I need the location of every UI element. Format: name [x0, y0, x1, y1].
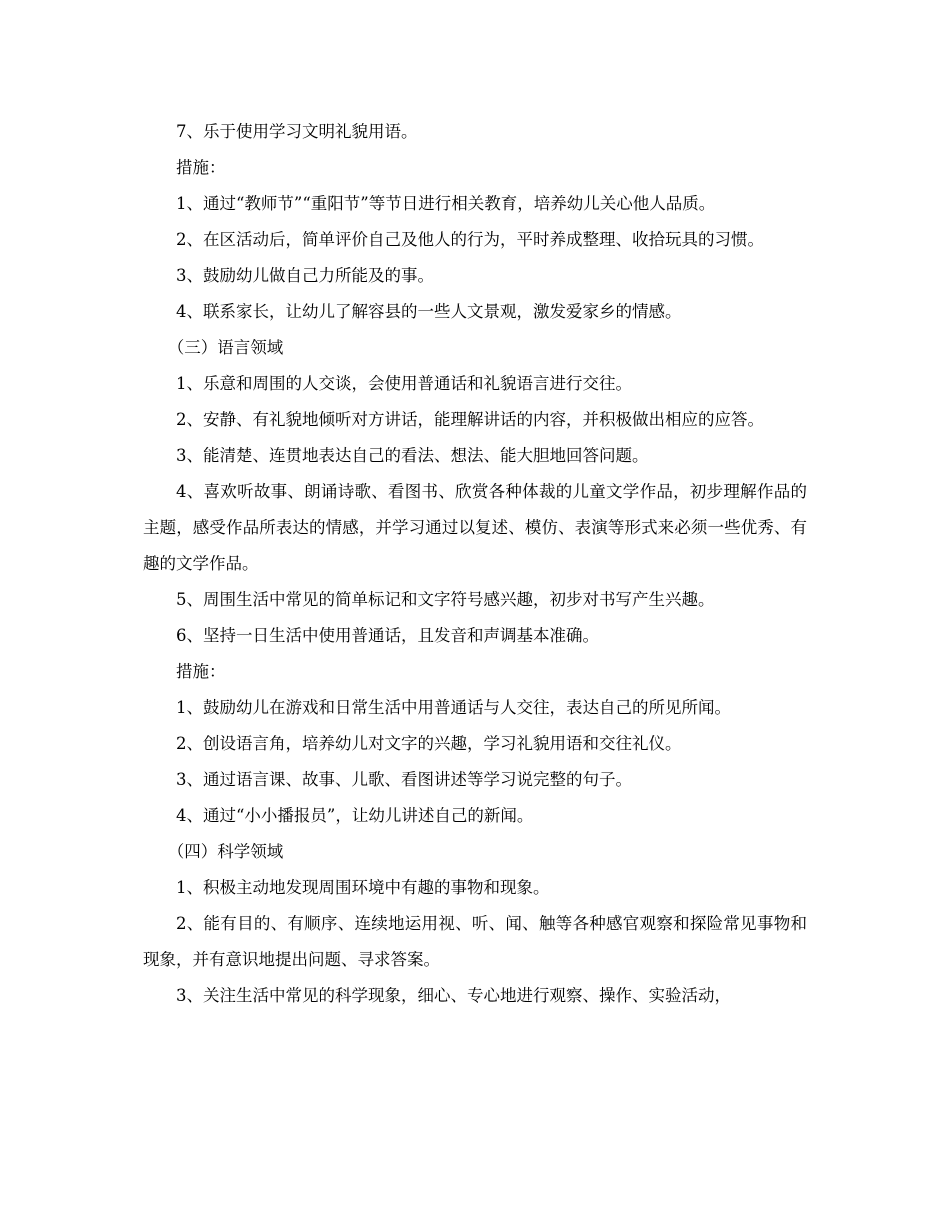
- paragraph: 1、积极主动地发现周围环境中有趣的事物和现象。: [176, 878, 550, 897]
- paragraph: 3、能清楚、连贯地表达自己的看法、想法、能大胆地回答问题。: [176, 446, 649, 465]
- paragraph: 1、通过“教师节”“重阳节”等节日进行相关教育，培养幼儿关心他人品质。: [176, 194, 716, 213]
- document-body: [143, 114, 807, 1014]
- paragraph: 1、乐意和周围的人交谈，会使用普通话和礼貌语言进行交往。: [176, 374, 632, 393]
- paragraph: 2、能有目的、有顺序、连续地运用视、听、闻、触等各种感官观察和探险常见事物和现象，并有意识地提出问题、寻求答案。: [143, 914, 807, 969]
- paragraph: 7、乐于使用学习文明礼貌用语。: [176, 122, 418, 141]
- paragraph: 3、通过语言课、故事、儿歌、看图讲述等学习说完整的句子。: [176, 770, 632, 789]
- paragraph: 2、在区活动后，简单评价自己及他人的行为，平时养成整理、收拾玩具的习惯。: [176, 230, 764, 249]
- paragraph: 4、联系家长，让幼儿了解容县的一些人文景观，激发爱家乡的情感。: [176, 302, 682, 321]
- paragraph: 1、鼓励幼儿在游戏和日常生活中用普通话与人交往，表达自己的所见所闻。: [176, 698, 731, 717]
- section-heading: （四）科学领域: [167, 842, 284, 861]
- paragraph: 3、关注生活中常见的科学现象，细心、专心地进行观察、操作、实验活动，: [176, 986, 731, 1005]
- paragraph: 2、安静、有礼貌地倾听对方讲话，能理解讲话的内容，并积极做出相应的应答。: [176, 410, 764, 429]
- paragraph: 4、喜欢听故事、朗诵诗歌、看图书、欣赏各种体裁的儿童文学作品，初步理解作品的主题，感受作品所表达的情感，并学习通过以复述、模仿、表演等形式来必须一些优秀、有趣的文学作品。: [143, 482, 807, 573]
- paragraph: 4、通过“小小播报员”，让幼儿讲述自己的新闻。: [176, 806, 534, 825]
- measures-label: 措施：: [176, 662, 226, 681]
- section-heading: （三）语言领域: [167, 338, 284, 357]
- paragraph: 6、坚持一日生活中使用普通话，且发音和声调基本准确。: [176, 626, 599, 645]
- measures-label: 措施：: [176, 158, 226, 177]
- paragraph: 2、创设语言角，培养幼儿对文字的兴趣，学习礼貌用语和交往礼仪。: [176, 734, 682, 753]
- paragraph: 5、周围生活中常见的简单标记和文字符号感兴趣，初步对书写产生兴趣。: [176, 590, 715, 609]
- paragraph: 3、鼓励幼儿做自己力所能及的事。: [176, 266, 434, 285]
